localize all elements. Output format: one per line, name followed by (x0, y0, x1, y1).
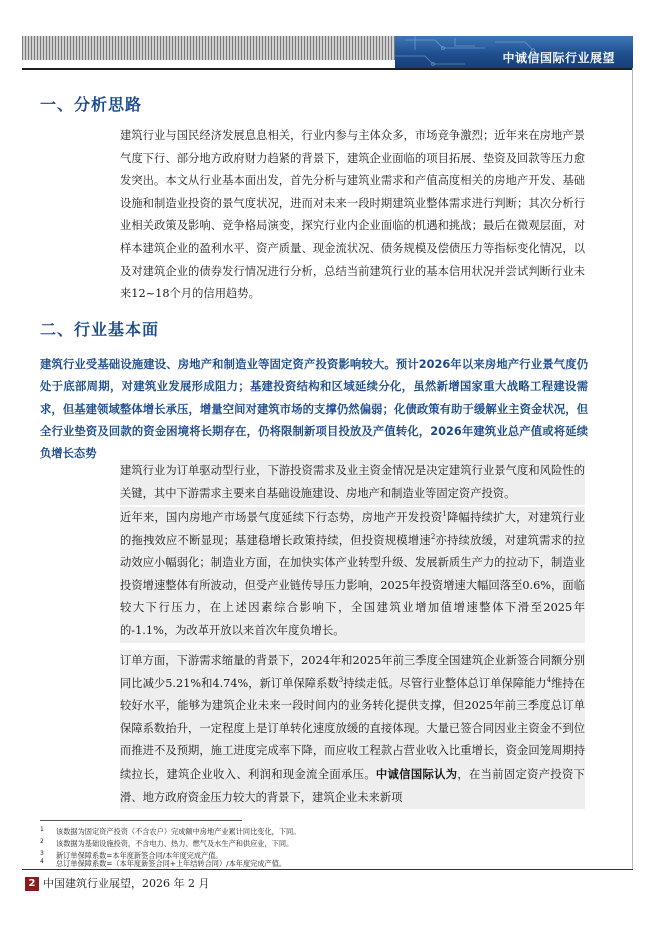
body-paragraph-3 (120, 650, 585, 809)
text-run: 近年来，国内房地产市场景气度延续下行态势，房地产开发投资 (120, 511, 443, 524)
header-title: 中诚信国际行业展望 (502, 51, 615, 65)
header-divider (22, 68, 633, 70)
footnote-2: 2 该数据为基础设施投资，不含电力、热力、燃气及水生产和供应业，下同。 (40, 837, 294, 848)
footnote-text: 该数据为固定资产投资（不含农户）完成额中房地产业累计同比变化，下同。 (56, 827, 301, 836)
section-2-heading: 二、行业基本面 (40, 320, 160, 339)
text-run: 持续走低。尽管行业整体总订单保障能力 (343, 676, 547, 690)
page-number-badge: 2 (25, 877, 39, 891)
header-banner (395, 36, 633, 68)
footnote-ref: 3 (338, 675, 344, 684)
footnote-ref: 2 (430, 532, 436, 541)
text-run: ，在当前固定资产投资下滑、地方政府资金压力较大的背景下，建筑企业未来新项 (120, 767, 585, 804)
footnote-text: 新订单保障系数=本年度新签合同/本年度完成产值。 (56, 851, 223, 860)
text-run: 订单方面，下游需求缩量的背景下，2024年和2025年前三季度全国建筑企业新签合同额分别同比减少5.21%和4.74%，新订单保障系数 (120, 654, 585, 690)
footnote-text: 该数据为基础设施投资，不含电力、热力、燃气及水生产和供应业，下同。 (56, 839, 294, 848)
text-run: 维持在较好水平，能够为建筑企业未来一段时间内的业务转化提供支撑，但2025年前三季度总订单保障系数抬升，一定程度上是订单转化速度放缓的直接体现。大量已签合同因业主资金不到位而推进不及预期，施工进度完成率下降，而应收工程款占营业收入比重增长，资金回笼周期持续拉长，建筑企业收入、利润和现金流全面承压。 (120, 676, 585, 781)
footnote-4: 4 总订单保障系数=（本年度新签合同+上年结转合同）/本年度完成产值。 (40, 857, 287, 868)
header-stripe-pattern (22, 36, 395, 60)
footnote-ref: 1 (442, 510, 447, 519)
text-run: 降幅持续扩大，对建筑行业的拖拽效应不断显现；基建稳增长政策持续，但投资规模增速 (120, 511, 585, 547)
body-paragraph-1: 建筑行业为订单驱动型行业，下游投资需求及业主资金情况是决定建筑行业景气度和风险性的关键，其中下游需求主要来自基础设施建设、房地产和制造业等固定资产投资。 (120, 460, 585, 505)
emphasis-org-name: 中诚信国际认为 (375, 766, 458, 781)
footnote-1: 1 该数据为固定资产投资（不含农户）完成额中房地产业累计同比变化，下同。 (40, 825, 301, 836)
page-frame-right (632, 68, 633, 870)
section-1-heading: 一、分析思路 (40, 95, 143, 114)
section-2-key-finding: 建筑行业受基础设施建设、房地产和制造业等固定资产投资影响较大。预计2026年以来房地产行业景气度仍处于底部周期，对建筑业发展形成阻力；基建投资结构和区域延续分化，虽然新增国家重大战略工程建设需求，但基建领域整体增长承压，增量空间对建筑市场的支撑仍然偏弱；化债政策有助于缓解业主资金状况，但全行业垫资及回款的资金困境将长期存在，仍将限制新项目投放及产值转化，2026年建筑业总产值或将延续负增长态势 (40, 358, 588, 461)
body-paragraph-2 (120, 507, 585, 643)
section-1-paragraph: 建筑行业与国民经济发展息息相关，行业内参与主体众多，市场竞争激烈；近年来在房地产景气度下行、部分地方政府财力趋紧的背景下，建筑企业面临的项目拓展、垫资及回款等压力愈发突出。本文从行业基本面出发，首先分析与建筑业需求和产值高度相关的房地产开发、基础设施和制造业投资的景气度状况，进而对未来一段时期建筑业整体需求进行判断；其次分析行业相关政策及影响、竞争格局演变，探究行业内企业面临的机遇和挑战；最后在微观层面，对样本建筑企业的盈利水平、资产质量、现金流状况、债务规模及偿债压力等指标变化情况，以及对建筑企业的债券发行情况进行分析，总结当前建筑行业的基本信用状况并尝试判断行业未来12~18个月的信用趋势。 (120, 129, 585, 301)
footnote-ref: 4 (546, 675, 552, 684)
footnote-text: 总订单保障系数=（本年度新签合同+上年结转合同）/本年度完成产值。 (56, 859, 287, 868)
footnote-3: 3 新订单保障系数=本年度新签合同/本年度完成产值。 (40, 849, 223, 860)
footer-text: 中国建筑行业展望，2026 年 2 月 (43, 877, 210, 890)
footer-divider (22, 869, 633, 870)
text-run: 亦持续放缓，对建筑需求的拉动效应小幅弱化；制造业方面，在加快实体产业转型升级、发展新质生产力的拉动下，制造业投资增速整体有所波动，但受产业链传导压力影响，2025年投资增速大幅回落至0.6%，面临较大下行压力，在上述因素综合影响下，全国建筑业增加值增速整体下滑至2025年的-1.1%，为改革开放以来首次年度负增长。 (120, 533, 585, 637)
footnote-divider (40, 820, 242, 821)
